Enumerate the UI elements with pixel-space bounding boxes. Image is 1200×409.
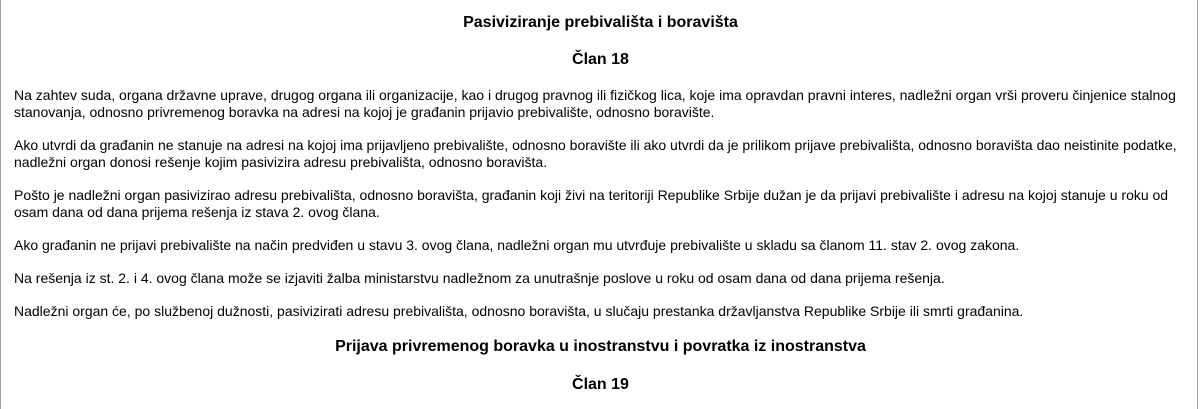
section-title: Prijava privremenog boravka u inostranstvu i povratka iz inostranstva bbox=[335, 338, 866, 355]
article-paragraph-4: Ako građanin ne prijavi prebivalište na način predviđen u stavu 3. ovog člana, nadležni organ mu utvrđuje prebivalište u skladu sa članom 11. stav 2. ovog zakona. bbox=[14, 237, 1020, 253]
article-paragraph-2: Ako utvrdi da građanin ne stanuje na adresi na kojoj ima prijavljeno prebivalište, odnosno boravište ili ako utvrdi da je prilikom prijave prebivališta, odnosno boravišta dao neistinite podatke, nadležni organ donosi rešenje kojim pasivizira adresu prebivališta, odnosno boravišta. bbox=[14, 137, 1177, 170]
article-title: Član 19 bbox=[572, 376, 629, 393]
article-paragraph-5: Na rešenja iz st. 2. i 4. ovog člana može se izjaviti žalba ministarstvu nadležnom za unutrašnje poslove u roku od osam dana od dana prijema rešenja. bbox=[14, 270, 945, 286]
article-paragraph-3: Pošto je nadležni organ pasivizirao adresu prebivališta, odnosno boravišta, građanin koji živi na teritoriji Republike Srbije dužan je da prijavi prebivalište i adresu na kojoj stanuje u roku od osam dana od dana prijema rešenja iz stava 2. ovog člana. bbox=[14, 187, 1169, 220]
article-paragraph-1: Na zahtev suda, organa državne uprave, drugog organa ili organizacije, kao i drugog pravnog ili fizičkog lica, koje ima opravdan pravni interes, nadležni organ vrši proveru činjenice stalnog stanovanja, odnosno privremenog boravka na adresi na kojoj je građanin prijavio prebivalište, odnosno boravište. bbox=[14, 87, 1176, 120]
article-paragraph-6: Nadležni organ će, po službenoj dužnosti, pasivizirati adresu prebivališta, odnosno boravišta, u slučaju prestanka državljanstva Republike Srbije ili smrti građanina. bbox=[14, 303, 1024, 319]
article-title: Član 18 bbox=[572, 51, 629, 68]
section-title: Pasiviziranje prebivališta i boravišta bbox=[463, 14, 738, 31]
